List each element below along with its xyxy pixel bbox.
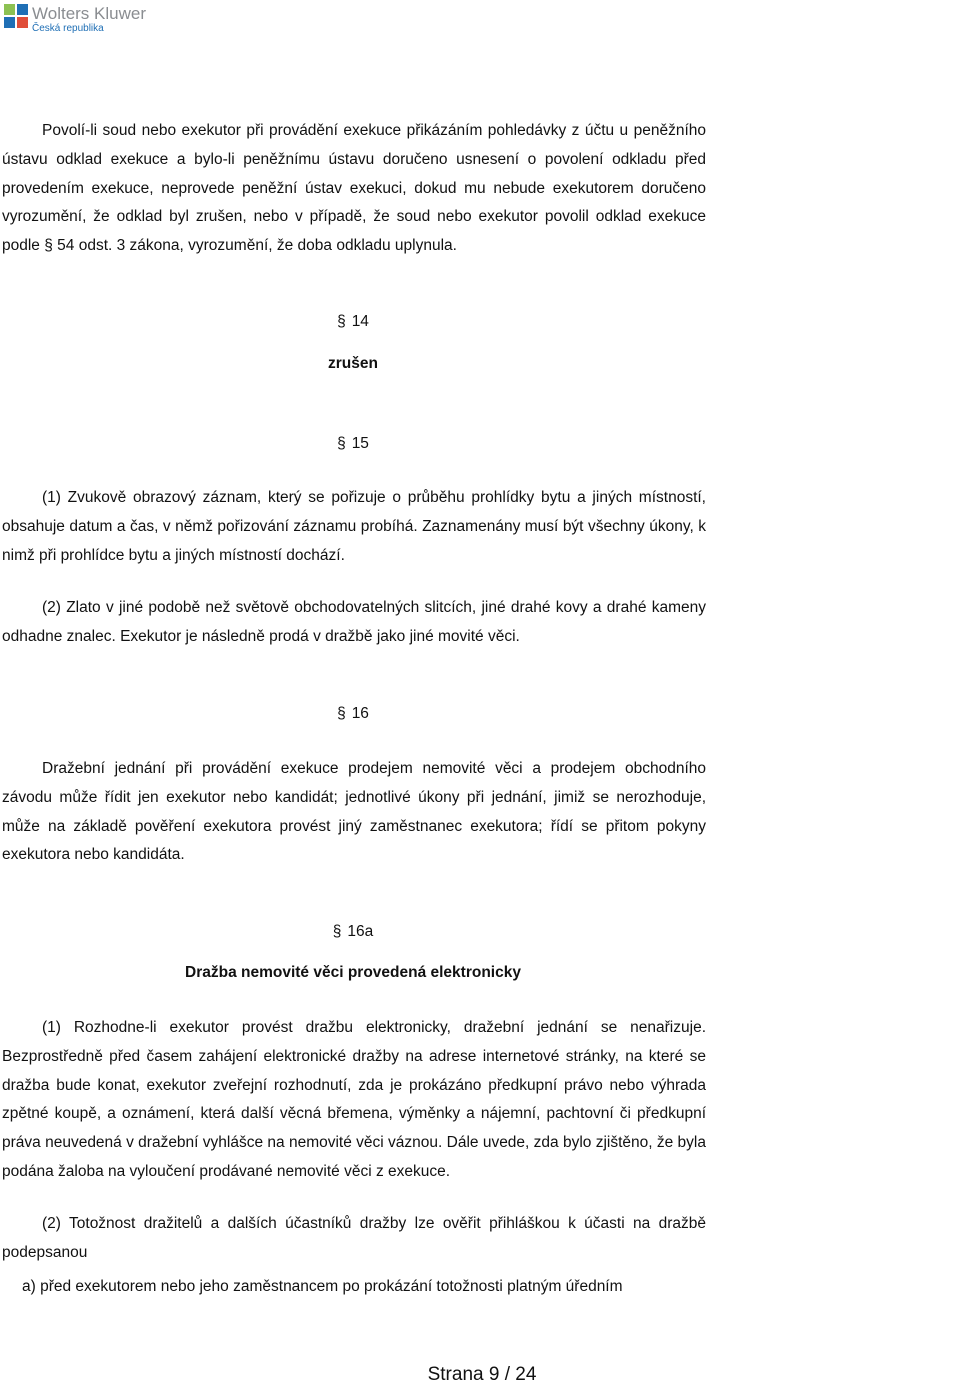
section-14-title: zrušen	[328, 355, 378, 372]
paragraph-intro: Povolí-li soud nebo exekutor při provádění exekuce přikázáním pohledávky z účtu u peněžního ústavu odklad exekuce a bylo-li peněžnímu ústavu doručeno usnesení o povolení odkladu před provedením exekuce, neprovede peněžní ústav exekuci, dokud mu nebude exekutorem doručeno vyrozumění, že odklad byl zrušen, nebo v případě, že soud nebo exekutor povolil odklad exekuce podle § 54 odst. 3 zákona, vyrozumění, že doba odkladu uplynula.	[2, 122, 706, 255]
section-16-paragraph-1: Dražební jednání při provádění exekuce prodejem nemovité věci a prodejem obchodního závodu může řídit jen exekutor nebo kandidát; jednotlivé úkony při jednání, jimiž se nerozhoduje, může na základě pověření exekutora provést jiný zaměstnanec exekutora; řídí se přitom pokyny exekutora nebo kandidáta.	[2, 760, 706, 864]
section-15-paragraph-1: (1) Zvukově obrazový záznam, který se pořizuje o průběhu prohlídky bytu a jiných místností, obsahuje datum a čas, v němž pořizování záznamu probíhá. Zaznamenány musí být všechny úkony, k nimž při prohlídce bytu a jiných místností dochází.	[2, 489, 706, 564]
page-number: Strana 9 / 24	[427, 1364, 537, 1385]
wolters-kluwer-logo-icon	[4, 4, 28, 28]
section-symbol: §	[337, 313, 346, 330]
section-symbol: §	[337, 705, 346, 722]
section-number: 15	[351, 435, 369, 452]
section-16a-title: Dražba nemovité věci provedená elektronicky	[185, 964, 521, 981]
section-16-number	[0, 705, 706, 723]
section-16a-item-a: a) před exekutorem nebo jeho zaměstnancem po prokázání totožnosti platným úředním	[22, 1278, 623, 1295]
brand-logo	[4, 4, 146, 34]
section-15-number	[0, 435, 706, 453]
brand-subtitle: Česká republika	[32, 23, 104, 34]
section-number: 14	[351, 313, 369, 330]
brand-name: Wolters Kluwer	[32, 4, 146, 23]
section-16a-number	[0, 923, 706, 941]
section-16a-paragraph-2: (2) Totožnost dražitelů a dalších účastníků dražby lze ověřit přihláškou k účasti na dražbě podepsanou	[2, 1215, 706, 1261]
section-16a-paragraph-1: (1) Rozhodne-li exekutor provést dražbu elektronicky, dražební jednání se nenařizuje. Bezprostředně před časem zahájení elektronické dražby na adrese internetové stránky, na které se dražba bude konat, exekutor zveřejní rozhodnutí, zda je prokázáno předkupní právo nebo výhrada zpětné koupě, a oznámení, která další věcná břemena, výměnky a nájemní, pachtovní či předkupní práva neuvedená v dražební vyhlášce na nemovité věci váznou. Dále uvede, zda bylo zjištěno, že byla podána žaloba na vyloučení prodávané nemovité věci z exekuce.	[2, 1019, 706, 1180]
section-number: 16a	[347, 923, 374, 940]
section-symbol: §	[332, 923, 342, 940]
section-14-number	[0, 313, 706, 331]
section-15-paragraph-2: (2) Zlato v jiné podobě než světově obchodovatelných slitcích, jiné drahé kovy a drahé kameny odhadne znalec. Exekutor je následně prodá v dražbě jako jiné movité věci.	[2, 599, 706, 645]
section-number: 16	[351, 705, 369, 722]
section-symbol: §	[337, 435, 346, 452]
